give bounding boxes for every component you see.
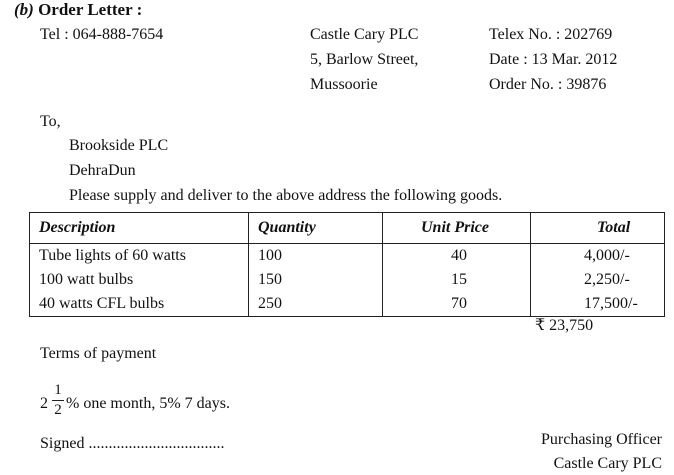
signatory-company: Castle Cary PLC [553, 455, 662, 472]
sender-street: 5, Barlow Street, [310, 51, 419, 68]
grand-total: ₹ 23,750 [535, 317, 594, 334]
signature-line: Signed .................................. [40, 435, 225, 452]
signatory-title: Purchasing Officer [541, 431, 662, 448]
header-unit-price: Unit Price [383, 213, 531, 244]
table-header-row [30, 213, 665, 244]
header-quantity: Quantity [249, 213, 383, 244]
fraction-numerator: 1 [54, 382, 62, 398]
cell-total: 2,250/- [584, 271, 630, 288]
order-date: Date : 13 Mar. 2012 [489, 51, 618, 68]
fraction-bar [52, 400, 64, 401]
terms-fraction [52, 383, 64, 418]
sender-company: Castle Cary PLC [310, 26, 419, 43]
terms-label: Terms of payment [40, 345, 157, 362]
header-total: Total [531, 213, 665, 244]
order-number: Order No. : 39876 [489, 76, 607, 93]
request-text: Please supply and deliver to the above address the following goods. [69, 187, 503, 204]
cell-unit-price: 40 [383, 244, 531, 269]
recipient-city: DehraDun [69, 162, 136, 179]
cell-description: Tube lights of 60 watts [30, 244, 249, 269]
header-description: Description [30, 213, 249, 244]
cell-quantity: 150 [249, 268, 383, 292]
goods-table [29, 212, 665, 317]
cell-quantity: 250 [249, 292, 383, 317]
to-label: To, [40, 113, 61, 130]
cell-unit-price: 15 [383, 268, 531, 292]
sender-tel: Tel : 064-888-7654 [40, 26, 164, 43]
sender-city: Mussoorie [310, 76, 378, 93]
table-row [30, 268, 665, 292]
cell-total: 4,000/- [584, 247, 630, 264]
recipient-name: Brookside PLC [69, 137, 169, 154]
fraction-denominator: 2 [54, 402, 62, 418]
cell-description: 40 watts CFL bulbs [30, 292, 249, 317]
cell-description: 100 watt bulbs [30, 268, 249, 292]
table-row [30, 244, 665, 269]
cell-quantity: 100 [249, 244, 383, 269]
cell-total: 17,500/- [584, 295, 638, 312]
terms-whole: 2 [40, 395, 48, 412]
sender-telex: Telex No. : 202769 [489, 26, 613, 43]
section-heading [14, 1, 142, 18]
cell-unit-price: 70 [383, 292, 531, 317]
section-title: Order Letter : [38, 0, 143, 19]
terms-text: % one month, 5% 7 days. [66, 395, 230, 412]
section-prefix: (b) [14, 0, 34, 19]
table-row [30, 292, 665, 317]
